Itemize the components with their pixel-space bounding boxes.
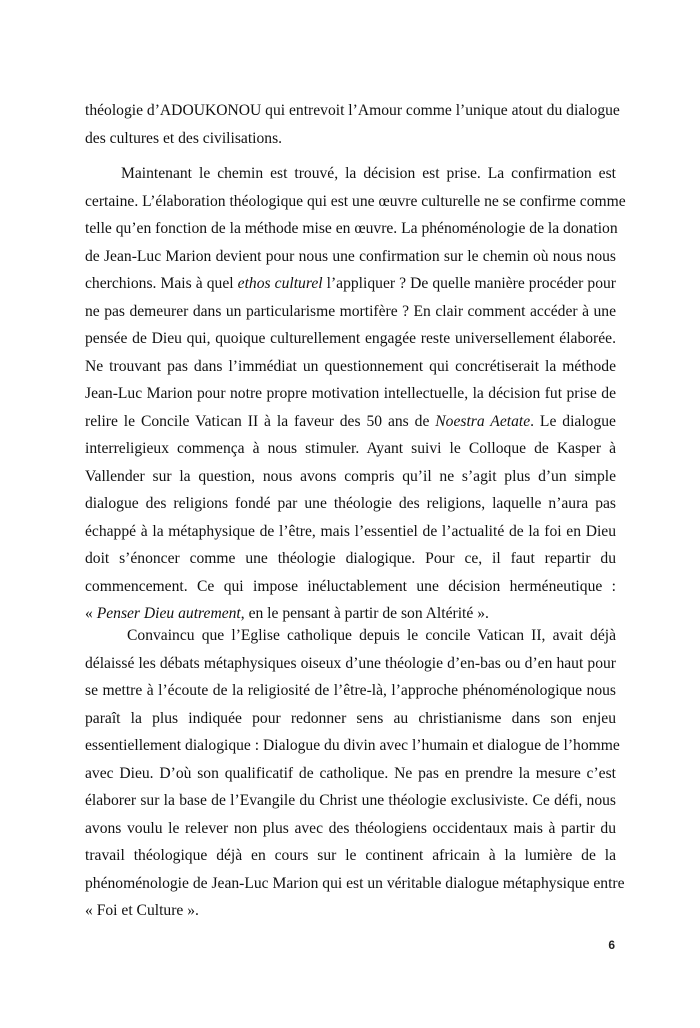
text-line: Vallender sur la question, nous avons compris qu’il ne s’agit plus d’un simple: [85, 467, 616, 485]
italic-phrase: Penser Dieu autrement: [96, 605, 241, 622]
text-line: essentiellement dialogique : Dialogue du divin avec l’humain et dialogue de l’homme: [85, 737, 620, 754]
text-line: telle qu’en fonction de la méthode mise en œuvre. La phénoménologie de la donation: [85, 220, 618, 237]
text-line: Jean-Luc Marion pour notre propre motivation intellectuelle, la décision fut prise de: [85, 385, 616, 402]
text-line: certaine. L’élaboration théologique qui est une œuvre culturelle ne se confirme comme: [85, 192, 626, 210]
text-line: de Jean-Luc Marion devient pour nous une confirmation sur le chemin où nous nous: [85, 247, 616, 265]
text-line: Maintenant le chemin est trouvé, la décision est prise. La confirmation est: [121, 165, 616, 182]
text-line: échappé à la métaphysique de l’être, mais l’essentiel de l’actualité de la foi en Dieu: [85, 522, 616, 540]
text-line: élaborer sur la base de l’Evangile du Christ une théologie exclusiviste. Ce défi, nous: [85, 792, 616, 809]
paragraph-1: [85, 97, 620, 152]
italic-phrase: ethos culturel: [237, 275, 323, 292]
text-line: des cultures et des civilisations.: [85, 129, 283, 147]
paragraph-2: [85, 160, 626, 628]
text-line: Ne trouvant pas dans l’immédiat un questionnement qui concrétiserait la méthode: [85, 357, 616, 375]
text-line: délaissé les débats métaphysiques oiseux d’une théologie d’en-bas ou d’en haut pour: [85, 654, 616, 672]
text-line: théologie d’ADOUKONOU qui entrevoit l’Amour comme l’unique atout du dialogue: [85, 102, 620, 119]
text-line: avons voulu le relever non plus avec des théologiens occidentaux mais à partir du: [85, 819, 616, 837]
text-line: doit s’énoncer comme une théologie dialogique. Pour ce, il faut repartir du: [85, 550, 616, 567]
text-line: dialogue des religions fondé par une théologie des religions, laquelle n’aura pas: [85, 495, 616, 512]
text-line: avec Dieu. D’où son qualificatif de catholique. Ne pas en prendre la mesure c’est: [85, 764, 616, 782]
text-line: commencement. Ce qui impose inéluctablement une décision herméneutique :: [85, 577, 616, 595]
text-line: se mettre à l’écoute de la religiosité de l’être-là, l’approche phénoménologique nous: [85, 682, 616, 699]
text-line: « Penser Dieu autrement, en le pensant à partir de son Altérité ».: [85, 605, 489, 622]
text-line: ne pas demeurer dans un particularisme mortifère ? En clair comment accéder à une: [85, 302, 616, 320]
italic-phrase: Noestra Aetate: [435, 412, 531, 430]
paragraph-3: [85, 622, 625, 925]
page-number: 6: [608, 938, 615, 952]
text-line: Convaincu que l’Eglise catholique depuis le concile Vatican II, avait déjà: [127, 627, 616, 644]
text-line: cherchions. Mais à quel ethos culturel l’appliquer ? De quelle manière procéder pour: [85, 275, 616, 292]
text-line: relire le Concile Vatican II à la faveur des 50 ans de Noestra Aetate. Le dialogue: [85, 412, 616, 430]
text-line: interreligieux commença à nous stimuler. Ayant suivi le Colloque de Kasper à: [85, 440, 616, 457]
text-line: « Foi et Culture ».: [85, 902, 199, 919]
text-line: pensée de Dieu qui, quoique culturellement engagée reste universellement élaborée.: [85, 330, 616, 347]
text-line: travail théologique déjà en cours sur le continent africain à la lumière de la: [85, 847, 616, 864]
text-line: phénoménologie de Jean-Luc Marion qui est un véritable dialogue métaphysique entre: [85, 874, 625, 892]
text-line: paraît la plus indiquée pour redonner sens au christianisme dans son enjeu: [85, 709, 616, 727]
